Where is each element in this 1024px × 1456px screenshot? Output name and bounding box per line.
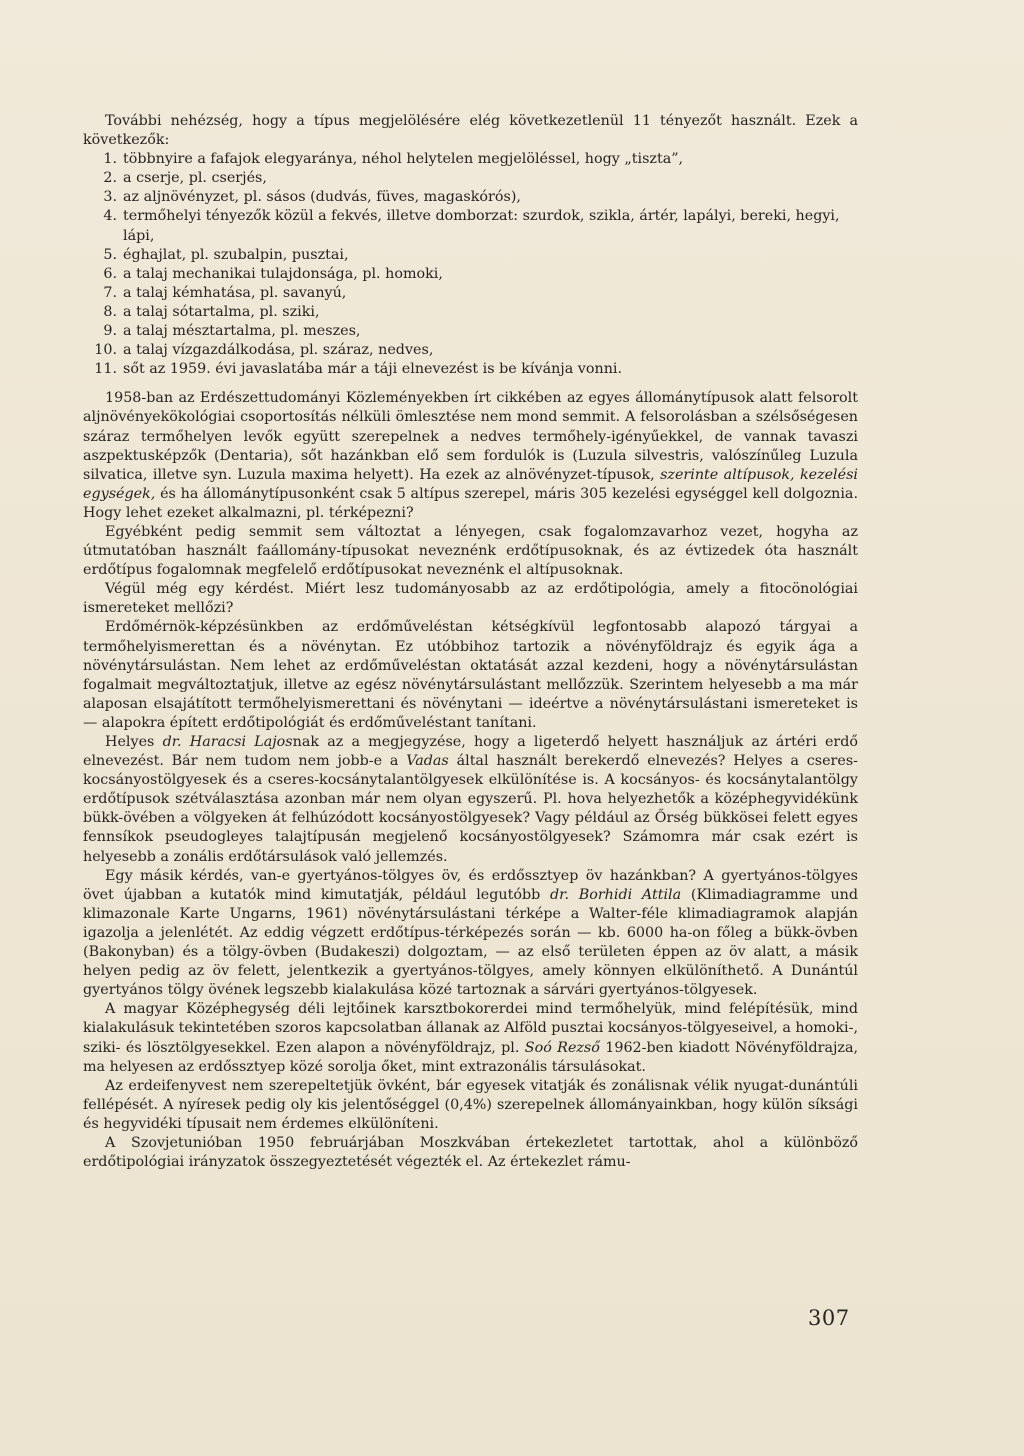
list-item-number: 7. <box>103 284 117 301</box>
list-item <box>83 360 858 379</box>
list-item-number: 5. <box>103 246 117 263</box>
list-item <box>83 150 858 169</box>
page-number: 307 <box>808 1306 850 1330</box>
paragraph: Végül még egy kérdést. Miért lesz tudományosabb az az erdőtipológia, amely a fitocönológiai ismereteket mellőzi? <box>83 581 858 617</box>
list-item-number: 9. <box>103 323 117 340</box>
list-item <box>83 322 858 341</box>
list-item <box>83 169 858 188</box>
list-item-text: a talaj kémhatása, pl. savanyú, <box>123 284 347 301</box>
list-item <box>83 265 858 284</box>
body-text <box>83 112 858 1172</box>
list-item-number: 1. <box>103 151 117 168</box>
list-item <box>83 303 858 322</box>
list-item <box>83 188 858 207</box>
list-item <box>83 341 858 360</box>
list-item-number: 10. <box>94 342 117 359</box>
list-item-text: éghajlat, pl. szubalpin, pusztai, <box>123 246 349 263</box>
list-item-text: a talaj sótartalma, pl. sziki, <box>123 303 320 320</box>
list-item <box>83 246 858 265</box>
paragraph: Az erdeifenyvest nem szerepeltetjük övként, bár egyesek vitatják és zonálisnak vélik nyugat-dunántúli fellépését. A nyíresek pedig oly kis jelentőséggel (0,4%) szerepelnek állományainkban, hogy külön síksági és hegyvidéki típusait nem érdemes elkülöníteni. <box>83 1077 858 1132</box>
paragraph: Erdőmérnök-képzésünkben az erdőműveléstan kétségkívül legfontosabb alapozó tárgyai a termőhelyismerettan és a növénytan. Ez utóbbihoz tartozik a növényföldrajz és egyik ága a növénytársulástan. Nem lehet az erdőműveléstan oktatását azzal kezdeni, hogy a növénytársulástan fogalmait megváltoztatjuk, illetve az egész növénytársulástant mellőzzük. Szerintem helyesebb a ma már alaposan elsajátított termőhelyismerettani és növénytani — ideértve a növénytársulástani ismereteket is — alapokra épített erdőtipológiát és erdőműveléstant tanítani. <box>83 619 858 731</box>
paragraph: Helyes dr. Haracsi Lajosnak az a megjegyzése, hogy a ligeterdő helyett használjuk az ártéri erdő elnevezést. Bár nem tudom nem jobb-e a Vadas által használt berekerdő elnevezés? Helyes a cseres-kocsányostölgyesek és a cseres-kocsánytalantölgyesek elkülönítése is. A kocsányos- és kocsánytalantölgy erdőtípusok szétválasztása azonban már nem olyan egyszerű. Pl. hova helyezhetők a középhegyvidékünk bükk-övében a völgyeken át felhúzódott kocsányostölgyesek? Vagy például az Őrség bükkösei felett egyes fennsíkok pseudogleyes talajtípusán megjelenő kocsányostölgyesek? Számomra már csak ezért is helyesebb a zonális erdőtársulások való jellemzés. <box>83 734 859 865</box>
paragraph: A magyar Középhegység déli lejtőinek karsztbokorerdei mind termőhelyük, mind felépítésük, mind kialakulásuk tekintetében szoros kapcsolatban állanak az Alföld pusztai kocsányos-tölgyeseivel, a homoki-, sziki- és lösztölgyesekkel. Ezen alapon a növényföldrajz, pl. Soó Rezső 1962-ben kiadott Növényföldrajza, ma helyesen az erdőssztyep közé sorolja őket, mint extrazonális társulásokat. <box>83 1001 859 1075</box>
paragraph: 1958-ban az Erdészettudományi Közleményekben írt cikkében az egyes állománytípusok alatt felsorolt aljnövényekökológiai csoportosítás nélküli ömlesztése nem mond semmit. A felsorolásban a szélsőségesen száraz termőhelyen levők együtt szerepelnek a nedves termőhely-igényűekkel, de vannak tavaszi aszpektusképzők (Dentaria), sőt hazánkban elő sem fordulók is (Luzula silvestris, valószínűleg Luzula silvatica, illetve syn. Luzula maxima helyett). Ha ezek az alnövényzet-típusok, szerinte altípusok, kezelési egységek, és ha állománytípusonként csak 5 altípus szerepel, máris 305 kezelési egységgel kell dolgoznia. Hogy lehet ezeket alkalmazni, pl. térképezni? <box>83 390 859 521</box>
list-item-text: a talaj mésztartalma, pl. meszes, <box>123 323 361 340</box>
paragraph: A Szovjetunióban 1950 februárjában Moszkvában értekezletet tartottak, ahol a különböző erdőtipológiai irányzatok összegyeztetését végezték el. Az értekezlet rámu- <box>83 1134 858 1171</box>
list-item-number: 2. <box>103 170 117 187</box>
list-item-text: többnyire a fafajok elegyaránya, néhol helytelen megjelöléssel, hogy „tiszta”, <box>123 151 684 168</box>
list-item <box>83 207 858 245</box>
paragraph: Egyébként pedig semmit sem változtat a lényegen, csak fogalomzavarhoz vezet, hogyha az útmutatóban használt faállomány-típusokat neveznénk erdőtípusoknak, és az évtizedek óta használt erdőtípus fogalomnak megfelelő erdőtípusokat neveznénk el altípusoknak. <box>83 523 858 579</box>
list-item-number: 6. <box>103 265 117 282</box>
list-item-text: sőt az 1959. évi javaslatába már a táji elnevezést is be kívánja vonni. <box>123 361 623 378</box>
list-item-number: 11. <box>94 361 117 378</box>
list-item-text: a talaj vízgazdálkodása, pl. száraz, nedves, <box>123 342 434 359</box>
list-item-text: termőhelyi tényezők közül a fekvés, illetve domborzat: szurdok, szikla, ártér, lapályi, bereki, hegyi, lápi, <box>123 208 840 244</box>
factor-list <box>83 150 858 379</box>
list-item <box>83 284 858 303</box>
paragraph: Egy másik kérdés, van-e gyertyános-tölgyes öv, és erdőssztyep öv hazánkban? A gyertyános-tölgyes övet újabban a kutatók mind kimutatják, például legutóbb dr. Borhidi Attila (Klimadiagramme und klimazonale Karte Ungarns, 1961) növénytársulástani térképe a Walter-féle klimadiagramok alapján igazolja a jelenlétét. Az eddig végzett erdőtípus-térképezés során — kb. 6000 ha-on főleg a bükk-övben (Bakonyban) és a tölgy-övben (Budakeszi) dolgoztam, — az első területen éppen az öv alatt, a másik helyen pedig az öv felett, jelentkezik a gyertyános-tölgyes, amely könnyen elkülöníthető. A Dunántúl gyertyános tölgy övének legszebb kialakulása közé tartoznak a sárvári gyertyános-tölgyesek. <box>83 867 859 999</box>
list-item-number: 3. <box>103 189 117 206</box>
list-item-text: a cserje, pl. cserjés, <box>123 170 267 187</box>
intro-paragraph: További nehézség, hogy a típus megjelölésére elég következetlenül 11 tényezőt használt. Ezek a következők: <box>83 113 858 149</box>
list-item-text: a talaj mechanikai tulajdonsága, pl. homoki, <box>123 265 443 282</box>
list-item-number: 4. <box>103 208 117 225</box>
list-item-text: az aljnövényzet, pl. sásos (dudvás, füves, magaskórós), <box>123 189 521 206</box>
list-item-number: 8. <box>103 303 117 320</box>
